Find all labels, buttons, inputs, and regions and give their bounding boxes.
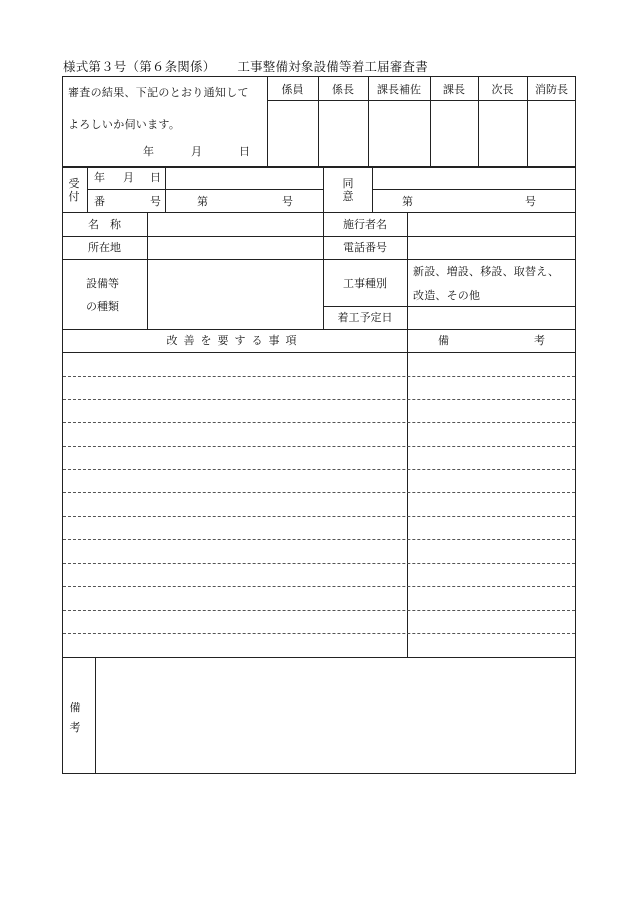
- work-type-options-1: 新設、増設、移設、取替え、: [413, 265, 560, 278]
- improvements-remarks-header-2: 考: [534, 334, 545, 347]
- approval-text-line1: 審査の結果、下記のとおり通知して: [68, 86, 249, 99]
- form-subtitle: 工事整備対象設備等着工届審査書: [237, 59, 428, 74]
- consent-go: 号: [525, 195, 536, 208]
- remarks-label: 備考: [69, 701, 81, 734]
- address-label: 所在地: [88, 241, 121, 254]
- improvements-remarks-header-1: 備: [438, 334, 449, 347]
- reception-day: 日: [150, 171, 161, 184]
- reception-go: 号: [282, 195, 293, 208]
- approval-date-year: 年: [143, 145, 154, 158]
- phone-label: 電話番号: [343, 241, 387, 254]
- reception-dai: 第: [197, 195, 208, 208]
- work-type-label: 工事種別: [343, 277, 387, 290]
- reception-number-label-1: 番: [94, 195, 105, 208]
- work-type-options-2: 改造、その他: [413, 289, 481, 302]
- equipment-type-label-1: 設備等: [86, 277, 119, 290]
- role-manager: 課長: [443, 83, 465, 96]
- consent-label: 同意: [342, 177, 354, 203]
- reception-month: 月: [123, 171, 134, 184]
- reception-year: 年: [94, 171, 105, 184]
- role-chief: 係長: [332, 83, 354, 96]
- form-number: 様式第３号（第６条関係）: [63, 59, 216, 74]
- role-fire-chief: 消防長: [535, 83, 568, 96]
- start-date-label: 着工予定日: [337, 311, 393, 324]
- builder-name-label: 施行者名: [343, 218, 387, 231]
- improvements-header: 改善を要する事項: [166, 334, 303, 347]
- equipment-type-label-2: の種類: [86, 300, 119, 313]
- remarks-section: [62, 657, 576, 774]
- approval-text-line2: よろしいか伺います。: [68, 118, 181, 131]
- reception-label: 受付: [68, 177, 80, 203]
- approval-date-day: 日: [239, 145, 250, 158]
- name-label: 名 称: [88, 218, 121, 231]
- details-section: [62, 167, 576, 658]
- role-staff: 係員: [281, 83, 304, 96]
- approval-date-month: 月: [191, 145, 202, 158]
- consent-dai: 第: [402, 195, 413, 208]
- reception-number-label-2: 号: [150, 195, 161, 208]
- form-title: [63, 57, 428, 75]
- role-deputy: 次長: [491, 83, 514, 96]
- role-assistant-manager: 課長補佐: [377, 83, 421, 96]
